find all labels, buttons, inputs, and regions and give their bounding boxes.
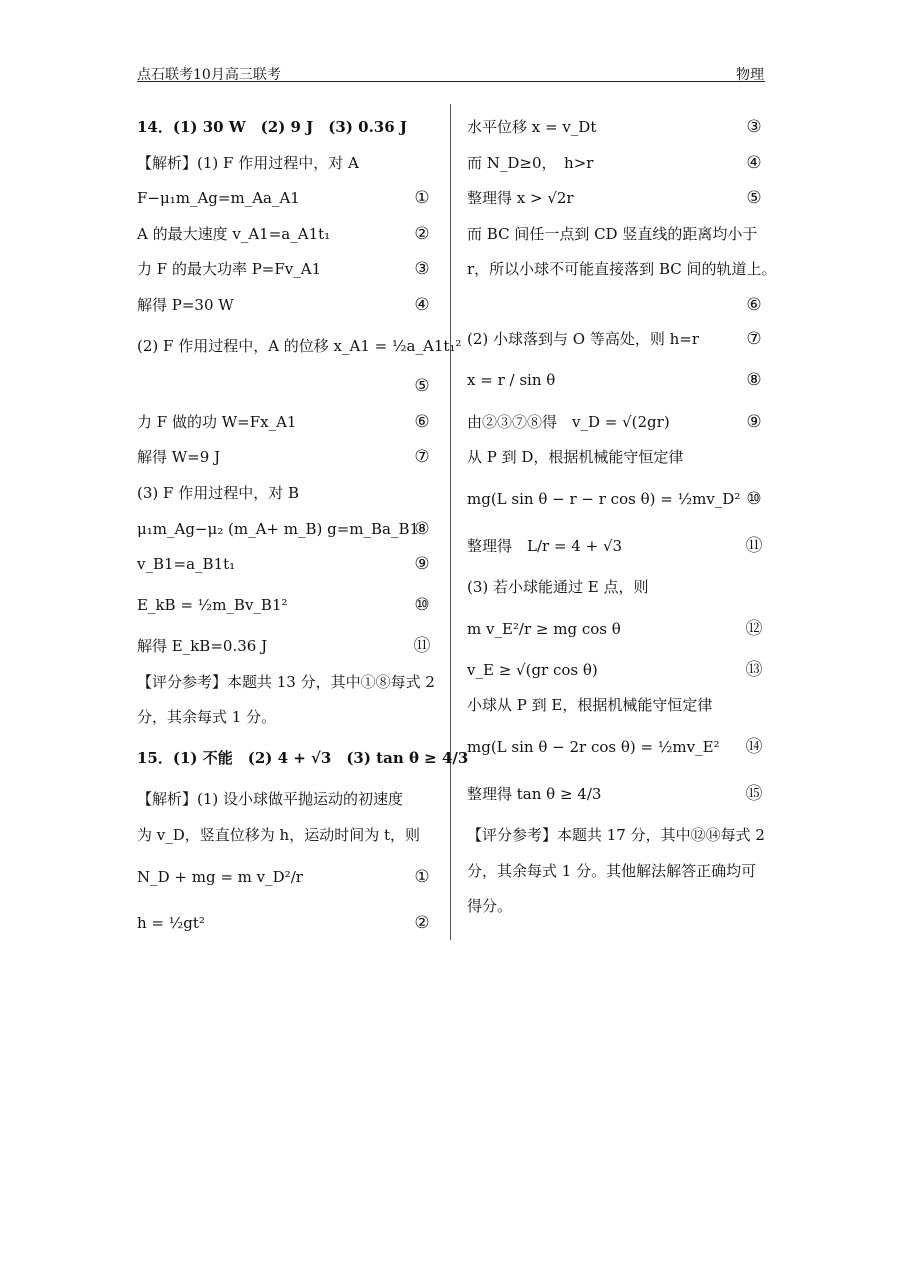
solution-line: μ₁m_Ag−μ₂ (m_A+ m_B) g=m_Ba_B1 [137, 520, 420, 538]
header-subject: 物理 [736, 67, 764, 83]
solution-line: (3) 若小球能通过 E 点，则 [467, 578, 649, 596]
solution-line: 水平位移 x = v_Dt [467, 118, 597, 136]
solution-line: 【解析】(1) F 作用过程中，对 A [137, 154, 359, 172]
equation-number: ⑤ [746, 188, 762, 208]
solution-line: (3) F 作用过程中，对 B [137, 484, 299, 502]
solution-line: (2) 小球落到与 O 等高处，则 h=r [467, 330, 700, 348]
solution-line: 解得 W=9 J [137, 448, 221, 466]
solution-line: 力 F 做的功 W=Fx_A1 [137, 413, 297, 431]
solution-line: F−μ₁m_Ag=m_Aa_A1 [137, 189, 300, 207]
solution-line: mg(L sin θ − r − r cos θ) = ½mv_D² [467, 490, 741, 508]
solution-line: x = r / sin θ [467, 371, 556, 389]
equation-number: ⑩ [746, 489, 762, 509]
solution-line: r，所以小球不可能直接落到 BC 间的轨道上。 [467, 260, 777, 278]
solution-line: 小球从 P 到 E，根据机械能守恒定律 [467, 696, 713, 714]
header-rule [137, 81, 765, 82]
equation-number: ⑮ [745, 784, 763, 804]
solution-line: 解得 P=30 W [137, 296, 234, 314]
equation-number: ⑦ [746, 329, 762, 349]
solution-line: m v_E²/r ≥ mg cos θ [467, 620, 621, 638]
solution-line: 而 N_D≥0， h>r [467, 154, 594, 172]
solution-line: 而 BC 间任一点到 CD 竖直线的距离均小于 [467, 225, 758, 243]
header-title: 点石联考10月高三联考 [137, 67, 281, 83]
solution-line: 为 v_D，竖直位移为 h，运动时间为 t，则 [137, 826, 420, 844]
equation-number: ④ [746, 153, 762, 173]
solution-line: 得分。 [467, 897, 513, 915]
solution-line: 【解析】(1) 设小球做平抛运动的初速度 [137, 790, 404, 808]
solution-line: 分，其余每式 1 分。其他解法解答正确均可 [467, 862, 757, 880]
solution-line: (2) F 作用过程中，A 的位移 x_A1 = ½a_A1t₁² [137, 337, 462, 355]
equation-number: ⑪ [413, 636, 431, 656]
equation-number: ⑪ [745, 536, 763, 556]
equation-number: ⑩ [414, 595, 430, 615]
equation-number: ⑥ [414, 412, 430, 432]
solution-line: 整理得 tan θ ≥ 4/3 [467, 785, 602, 803]
equation-number: ⑨ [746, 412, 762, 432]
solution-line: 由②③⑦⑧得 v_D = √(2gr) [467, 413, 670, 431]
equation-number: ⑫ [745, 619, 763, 639]
solution-line: 【评分参考】本题共 13 分，其中①⑧每式 2 [137, 673, 435, 691]
equation-number: ⑧ [746, 370, 762, 390]
equation-number: ⑬ [745, 660, 763, 680]
column-divider [450, 104, 451, 940]
solution-line: 【评分参考】本题共 17 分，其中⑫⑭每式 2 [467, 826, 765, 844]
solution-line: A 的最大速度 v_A1=a_A1t₁ [137, 225, 331, 243]
equation-number: ⑭ [745, 737, 763, 757]
equation-number: ④ [414, 295, 430, 315]
solution-line: 力 F 的最大功率 P=Fv_A1 [137, 260, 322, 278]
solution-line: v_B1=a_B1t₁ [137, 555, 236, 573]
solution-line: 整理得 x > √2r [467, 189, 574, 207]
solution-line: 解得 E_kB=0.36 J [137, 637, 268, 655]
equation-number: ⑤ [414, 376, 430, 396]
equation-number: ⑦ [414, 447, 430, 467]
solution-line: E_kB = ½m_Bv_B1² [137, 596, 288, 614]
equation-number: ⑧ [414, 519, 430, 539]
equation-number: ② [414, 913, 430, 933]
solution-line: N_D + mg = m v_D²/r [137, 868, 303, 886]
solution-line: 从 P 到 D，根据机械能守恒定律 [467, 448, 684, 466]
equation-number: ① [414, 867, 430, 887]
equation-number: ③ [414, 259, 430, 279]
solution-line: h = ½gt² [137, 914, 205, 932]
equation-number: ③ [746, 117, 762, 137]
solution-line: 分，其余每式 1 分。 [137, 708, 277, 726]
equation-number: ⑥ [746, 295, 762, 315]
solution-line: 14．(1) 30 W (2) 9 J (3) 0.36 J [137, 118, 407, 136]
equation-number: ⑨ [414, 554, 430, 574]
solution-line: mg(L sin θ − 2r cos θ) = ½mv_E² [467, 738, 720, 756]
solution-line: 15．(1) 不能 (2) 4 + √3 (3) tan θ ≥ 4/3 [137, 749, 469, 767]
solution-line: 整理得 L/r = 4 + √3 [467, 537, 623, 555]
equation-number: ② [414, 224, 430, 244]
solution-line: v_E ≥ √(gr cos θ) [467, 661, 598, 679]
equation-number: ① [414, 188, 430, 208]
